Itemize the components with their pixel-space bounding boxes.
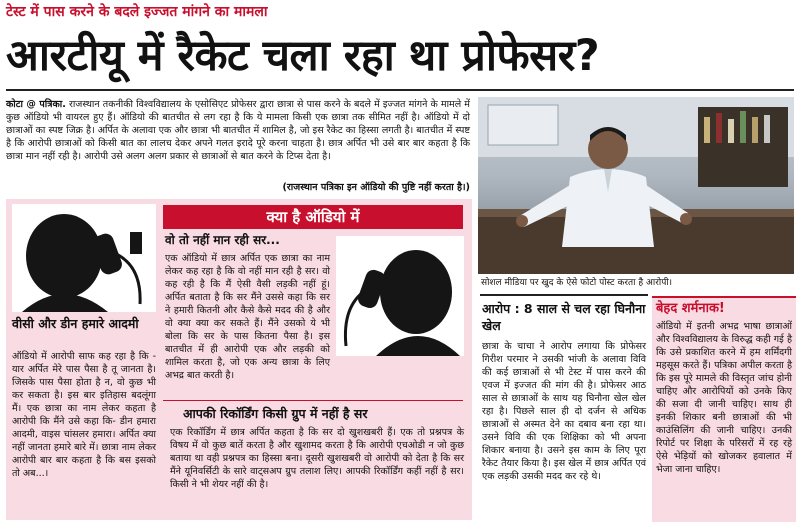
photo-caption: सोशल मीडिया पर खुद के ऐसे फोटो पोस्ट करता है आरोपी। <box>481 278 673 288</box>
lead-paragraph <box>6 98 470 178</box>
audio-box-banner: क्या है ऑडियो में <box>163 205 463 229</box>
dateline: कोटा @ पत्रिका. <box>6 99 66 110</box>
allegation-rule <box>480 294 648 296</box>
silhouette-right-frame <box>336 236 464 356</box>
verification-note: (राजस्थान पत्रिका इन ऑडियो की पुष्टि नहीं करता है।) <box>282 182 470 193</box>
silhouette-right <box>336 236 464 356</box>
recording-divider <box>163 400 463 401</box>
headline-rule <box>6 89 794 91</box>
kicker: टेस्ट में पास करने के बदले इज्जत मांगने का मामला <box>6 4 268 20</box>
accused-photo <box>478 97 794 274</box>
lead-body: राजस्थान तकनीकी विश्वविद्यालय के एसोसिएट प्रोफेसर द्वारा छात्रा से पास करने के बदले में इज्जत मांगने के मामले में कुछ ऑडियो भी वायरल हुए हैं। ऑडियो की बातचीत से लग रहा है कि ये मामला किसी एक छात्रा तक सीमित नहीं है। ऑडियो में दो छात्राओं का स्पष्ट जिक्र है। अर्पित के अलावा एक और छात्रा भी बातचीत में शामिल है, जो इस रैकेट का हिस्सा लगती है। बातचीत में स्पष्ट है कि आरोपी छात्राओं को किसी बात का लालच देकर अपने गलत इरादे पूरे करना चाहता है। छात्र अर्पित भी उसे बार बार कहता है कि छात्रा मान नहीं रही है। आरोपी उसे अलग अलग प्रकार से छात्राओं से बात करने के टिप्स देता है। <box>6 99 470 162</box>
not-agreeing-body-top <box>165 252 330 381</box>
shameful-body: ऑडियो में इतनी अभद्र भाषा छात्राओं और विश्वविद्यालय के विरुद्ध कही गई है कि उसे प्रकाशित करने में हम शर्मिंदगी महसूस करते हैं। पत्रिका अपील करता है कि इस पूरे मामले की विस्तृत जांच होनी चाहिए और आरोपियों को उनके किए की सजा दी जानी चाहिए। साथ ही इनकी शिकार बनी छात्राओं की भी काउंसिलिंग की जानी चाहिए। उनकी रिपोर्ट पर शिक्षा के परिसरों में रह रहे ऐसे भेड़ियों को खोजकर हवालात में भेजा जाना चाहिए। <box>656 321 792 475</box>
headline: आरटीयू में रैकेट चला रहा था प्रोफेसर? <box>6 31 600 81</box>
allegation-body: छात्रा के चाचा ने आरोप लगाया कि प्रोफेसर गिरीश परमार ने उसकी भांजी के अलावा विवि की कई छात्राओं से भी टेस्ट में पास करने की एवज में इज्जत की मांग की है। प्रोफेसर आठ साल से छात्राओं के साथ यह घिनौना खेल खेल रहा है। पिछले साल ही दो दर्जन से अधिक छात्राओं से अस्मत देने का दबाव बना रहा था। उसने विवि की एक शिक्षिका को भी अपना शिकार बनाया है। उसने इस काम के लिए पूरा रैकेट तैयार किया है। इस खेल में छात्र अर्पित एवं एक लड़की उसकी मदद कर रहे थे। <box>482 341 646 482</box>
not-agreeing-heading: वो तो नहीं मान रही सर... <box>165 233 280 247</box>
allegation-heading: आरोप : 8 साल से चल रहा घिनौना खेल <box>482 301 646 333</box>
vc-dean-heading: वीसी और डीन हमारे आदमी <box>12 316 139 331</box>
accused-photo-illustration <box>478 97 794 274</box>
shameful-heading: बेहद शर्मनाक! <box>656 301 725 316</box>
recording-heading: आपकी रिकॉर्डिंग किसी ग्रुप में नहीं है सर <box>183 406 368 421</box>
silhouette-left-frame <box>12 204 156 312</box>
silhouette-left <box>12 204 156 312</box>
vc-dean-body: ऑडियो में आरोपी साफ कह रहा है कि - यार अर्पित मेरे पास पैसा है तू जानता है। जिसके पास पैसा होता है न, वो कुछ भी कर सकता है। इस बार इतिहास बदलूंगा मैं। एक छात्रा का नाम लेकर कहता है आरोपी कि मैंने उसे कहा कि- डीन हमारा आदमी, वाइस चांसलर हमारा। अर्पित क्या नहीं जानता हमारे बारे में। छात्रा नाम लेकर आरोपी बार बार कहता है कि बस इसको तो अब...। <box>12 351 156 479</box>
not-agreeing-body: एक ऑडियो में छात्र अर्पित एक छात्रा का नाम लेकर कह रहा है कि वो नहीं मान रही है सर। वो कह रही है कि मैं ऐसी वैसी लड़की नहीं हूं। अर्पित बताता है कि सर मैंने उससे कहा कि सर ने हमारी कितनी और कैसे कैसे मदद की है और वो क्या क्या कर सकते हैं। मैंने उसको ये भी बोला कि सर के पास कितना पैसा है। इस बातचीत में ही आरोपी एक और लड़की को शामिल करता है, जो एक अन्य छात्रा के लिए अभद्र बात करती है। <box>165 253 330 381</box>
recording-body: एक रिकॉर्डिंग में छात्र अर्पित कहता है कि सर दो खुशखबरी हैं। एक तो प्रश्नपत्र के विषय में वो कुछ बातें करता है और खुशामद करता है कि आरोपी एचओडी न जो कुछ बताया था वही प्रश्नपत्र का हिस्सा बना। दूसरी खुशखबरी वो आरोपी को देता है कि सर मैंने यूनिवर्सिटी के सारे वाट्सअप ग्रुप तलाश लिए। आपकी रिकॉर्डिंग कहीं नहीं है सर। किसी ने भी शेयर नहीं की है। <box>170 427 464 490</box>
